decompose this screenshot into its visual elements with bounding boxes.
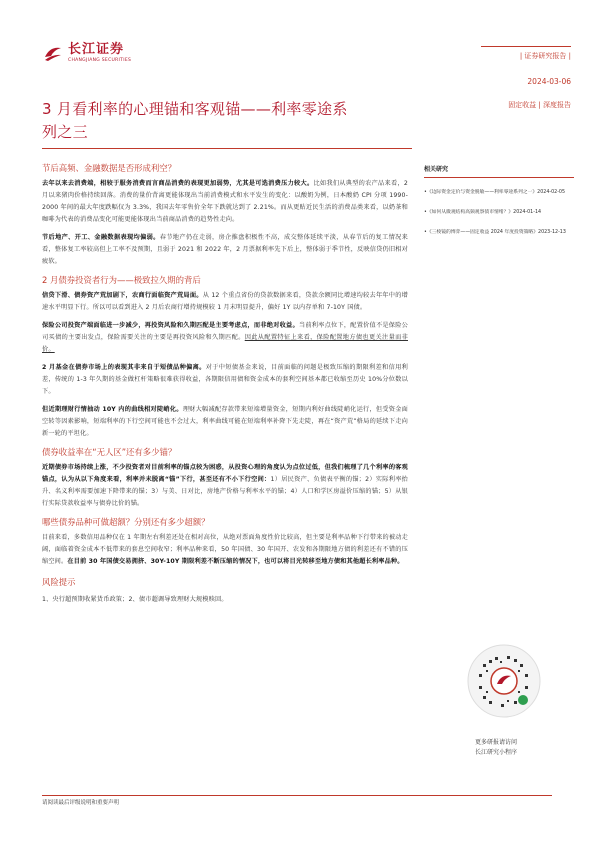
para-lead: 但近期理财行情抽动 10Y 内的曲线相对陡峭化。 (42, 406, 183, 413)
para-lead: 近期债券市场持续上涨，不少投资者对目前利率的锚点较为困惑，从投资心理的角度认为点位过低，但我们梳理了几个利率的客观锚点，认为从以下角度来看，利率并未脱离“锚”下行，甚至还有不小下行空间： (42, 464, 408, 483)
para-body: 目前来看，多数信用品种仅在 1 年期左右利差还处在相对高位，从绝对票面角度性价比较高，但主要是利率品种下行带来的被动走阔，面临着资金成本不低带来的套息空间收窄；利率品种来看，50 年国债、30 年国开、农发和各期限地方债的利差还有不错的压缩空间。 (42, 534, 408, 565)
footer-divider (42, 795, 552, 796)
title-divider (42, 148, 412, 149)
report-title (42, 98, 412, 144)
qr-caption-line-2: 长江研究小程序 (475, 749, 518, 756)
related-research-sidebar (424, 164, 574, 248)
section-paragraph (42, 532, 408, 568)
logo-en-text: CHANGJIANG SECURITIES (68, 58, 132, 63)
para-bold-tail: 在目前 30 年国债交易拥挤、30Y-10Y 期限利差不断压缩的情况下，也可以将目光转移至地方债和其他超长利率品种。 (67, 558, 404, 565)
para-underline: 因此从配置特征上来看，保险配置地方债也更关注量而非价。 (42, 334, 408, 353)
company-logo (42, 40, 131, 66)
section-paragraph (42, 178, 408, 226)
section-heading: 2 月债券投资者行为——极致拉久期的背后 (42, 275, 201, 285)
report-type: | 证券研究报告 | (519, 52, 571, 60)
report-date: 2024-03-06 (527, 77, 571, 86)
section-paragraph (42, 320, 408, 356)
qr-caption (475, 738, 517, 758)
section-paragraph (42, 462, 408, 510)
para-body: 当前利率点位下，配置价值不是保险公司买债的主要出发点，保险需要关注的主要是再投资风险和久期匹配。 (42, 322, 408, 341)
title-line-2: 列之三 (42, 123, 88, 141)
section-paragraph (42, 362, 408, 398)
section-heading: 债券收益率在“无人区”还有多少锚？ (42, 447, 177, 457)
para-lead: 2 月基金在债券市场上的表现其非来自于短债品种偏离。 (42, 364, 206, 371)
para-lead: 信贷下滑、债券资产荒加剧下，农商行面临资产荒局面。 (42, 292, 203, 299)
section-paragraph (42, 290, 408, 314)
section-heading: 哪些债券品种可做超额？分别还有多少超额？ (42, 517, 210, 527)
para-body: 理财大幅减配存款带来短端增量资金，短期内利好曲线陡峭化运行，但受资金面空转等因素影响，短端利率的下行空间可能也不会过大，利率曲线可能在短端利率补降下先走陡，再在“资产荒”格局的延续下走向新一轮的平坦化。 (42, 406, 409, 437)
section-paragraph (42, 232, 408, 268)
changjiang-logo-icon (42, 42, 64, 64)
main-content (42, 156, 408, 612)
logo-cn-text: 长江证券 (68, 42, 125, 57)
para-body: 对于中短债基金来说，目前面临的问题是极致压缩的期限利差和信用利差，传统的 1-3 年久期的基金做杠杆策略很难获得收益，各期限信用债和资金成本的套利空间基本都已收缩至历史 10%分位数以下。 (42, 364, 409, 395)
related-research-item[interactable]: •《边际资金定价与资金脱敏——利率零途系列之一》2024-02-05 (424, 190, 566, 195)
related-research-item[interactable]: •《如何从微观结构高频观察债市情绪？》2024-01-14 (424, 210, 542, 215)
section-heading: 节后高频、金融数据是否形成利空？ (42, 163, 176, 173)
meta-rule (481, 46, 571, 47)
para-body: 春节地产仍在走弱，房企推盘积极性不高，成交整体延续平淡，从春节后的复工情况来看，整体复工率较高但上工率不及预期，且弱于 2021 和 2022 年，2 月票据利率先下后上，整体弱于季节性，反映信贷仍旧相对疲软。 (42, 234, 409, 265)
title-line-1: 3 月看利率的心理锚和客观锚——利率零途系 (42, 100, 348, 118)
qr-caption-line-1: 更多研报请访问 (475, 739, 518, 746)
para-body: 从 12 个重点省份的贷款数据来看，贷款余额同比增速均较去年年中的增速水平明显下行。所以可以看到进入 2 月后农商行增持规模较 1 月末明显提升，偏好 1Y 以内存单和 7-10Y 国债。 (42, 292, 409, 311)
para-body: 比如我们从典型的农产品来看，2 月以来猪肉价格持续回落。消费的量价背离更能体现出当前消费模式和水平发生的变化：以酸奶为例，日本酸奶 CPI 分项 1990-2000 年间的最大年度跌幅仅为 3.3%，我国去年零售价全年下跌就达到了 2.21%。而从更贴近民生活的消费品类来看，以奶茶和咖啡为代表的消费品变化可能更能体现出当前商品消费的趋势性走向。 (42, 180, 408, 223)
sidebar-heading: 相关研究 (424, 164, 574, 178)
mini-program-qr-code-icon[interactable] (467, 644, 541, 718)
risk-heading: 风险提示 (42, 577, 76, 587)
para-lead: 保险公司投资产端面临进一步减少，再投资风险和久期匹配是主要考虑点，而非绝对收益。 (42, 322, 299, 329)
para-body: 1）居民资产、负债表平衡的锚；2）实际利率抬升、名义利率需要加速下降带来的锚；3）与美、日对比，房地产价格与利率水平的锚；4）人口和学区房溢价压缩的锚；5）从银行实际贷款收益率与债券比价的锚。 (42, 476, 408, 507)
related-research-item[interactable]: •《三棱镜的博弈——固定收益 2024 年度投资策略》2023-12-13 (424, 230, 566, 235)
report-category: 固定收益 | 深度报告 (508, 101, 571, 109)
section-paragraph (42, 404, 408, 440)
para-lead: 节后地产、开工、金融数据表现均偏弱。 (42, 234, 160, 241)
para-lead: 去年以来去消费端，相较于服务消费而言商品消费的表现更加弱势，尤其是可选消费压力较大。 (42, 180, 314, 187)
report-meta (481, 46, 571, 110)
risk-text: 1、央行超预期收紧货币政策；2、债市超调导致理财大规模赎回。 (42, 596, 228, 603)
footer-disclaimer: 请阅读最后评级说明和重要声明 (42, 800, 120, 806)
